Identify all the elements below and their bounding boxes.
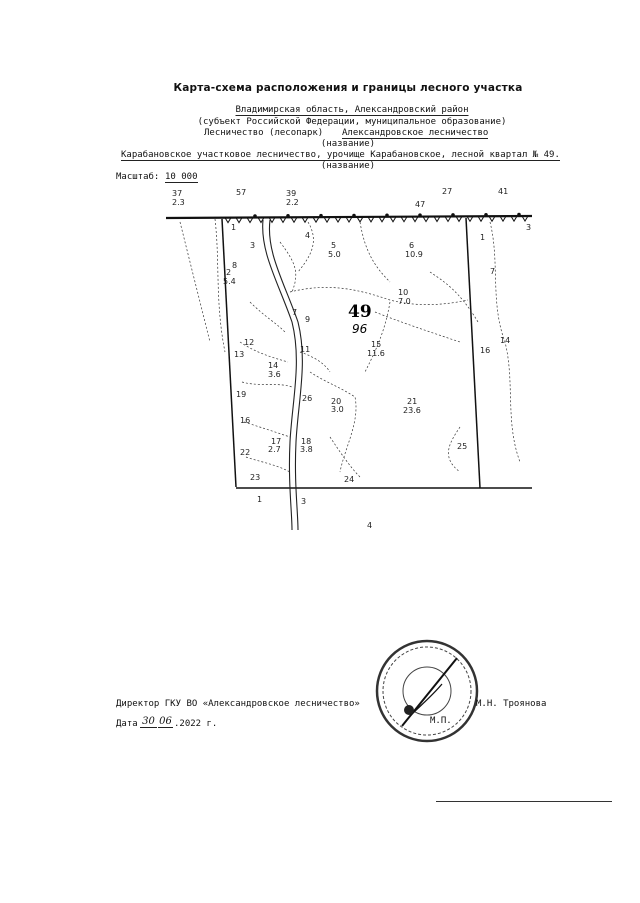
plot-number: 3 [526, 223, 532, 232]
district-line: Карабановское участковое лесничество, урочище Карабановское, лесной квартал № 49. [121, 150, 560, 160]
plot-number: 17 [271, 437, 282, 446]
plot-area: 5.4 [223, 277, 236, 286]
director-label: Директор ГКУ ВО «Александровское лесничество» [116, 699, 360, 709]
plot-number: 6 [409, 241, 415, 250]
quarter-north-boundary [166, 216, 532, 218]
quarter-east-boundary [466, 218, 480, 488]
plot-number: 37 [172, 189, 183, 198]
scale-label: Масштаб: [116, 172, 160, 182]
plot-number: 7 [490, 267, 496, 276]
subplot-boundaries [180, 219, 520, 477]
plot-area: 2.3 [172, 198, 185, 207]
forestry-name: Александровское лесничество [342, 128, 489, 138]
plot-number: 7 [292, 308, 298, 317]
plot-number: 2 [226, 268, 232, 277]
plot-number: 47 [415, 200, 426, 209]
document-title: Карта-схема расположения и границы лесного участка [173, 82, 523, 94]
plot-number: 5 [331, 241, 337, 250]
director-name: М.Н. Троянова [476, 699, 547, 709]
plot-number: 3 [250, 241, 256, 250]
plot-number: 3 [301, 497, 307, 506]
forestry-prefix: Лесничество (лесопарк) [204, 128, 324, 138]
plot-number: 16 [240, 416, 251, 425]
stamp-mark: М.П. [430, 716, 452, 726]
plot-number: 13 [234, 350, 245, 359]
plot-number: 39 [286, 189, 297, 198]
plot-number: 1 [257, 495, 263, 504]
plot-area: 3.0 [331, 405, 344, 414]
plot-number: 15 [371, 340, 382, 349]
plot-number: 4 [305, 231, 311, 240]
signature-line [436, 801, 612, 802]
plot-number: 19 [236, 390, 247, 399]
plot-number: 14 [268, 361, 279, 370]
plot-number: 9 [305, 315, 311, 324]
plot-number: 25 [457, 442, 468, 451]
plot-number: 20 [331, 397, 342, 406]
quarter-area: 96 [352, 322, 368, 336]
forest-plot-map [160, 182, 532, 530]
plot-number: 24 [344, 475, 355, 484]
plot-number: 18 [301, 437, 312, 446]
plot-number: 4 [367, 521, 373, 530]
plot-number: 27 [442, 187, 453, 196]
plot-number: 8 [232, 261, 238, 270]
plot-number: 26 [302, 394, 313, 403]
plot-area: 3.8 [300, 445, 313, 454]
plot-number: 1 [480, 233, 486, 242]
plot-number: 22 [240, 448, 251, 457]
plot-area: 3.6 [268, 370, 281, 379]
plot-area: 5.0 [328, 250, 341, 259]
plot-number: 57 [236, 188, 247, 197]
region-line: Владимирская область, Александровский район [235, 105, 469, 115]
plot-area: 11.6 [367, 349, 385, 358]
plot-number: 12 [244, 338, 255, 347]
plot-area: 2.7 [268, 445, 281, 454]
date-prefix: Дата [116, 719, 138, 729]
plot-number: 41 [498, 187, 509, 196]
quarter-number: 49 [348, 302, 372, 322]
plot-number: 23 [250, 473, 261, 482]
plot-labels [172, 187, 531, 530]
forestry-caption: (название) [320, 139, 376, 149]
plot-number: 1 [231, 223, 237, 232]
plot-area: 2.2 [286, 198, 299, 207]
date-year: .2022 г. [174, 719, 218, 729]
plot-number: 14 [500, 336, 511, 345]
plot-area: 10.9 [405, 250, 423, 259]
date-day: 30 [140, 716, 157, 728]
region-caption: (субъект Российской Федерации, муниципальное образование) [197, 117, 507, 127]
plot-area: 23.6 [403, 406, 421, 415]
district-caption: (название) [320, 161, 376, 171]
plot-area: 7.0 [398, 297, 411, 306]
date-month: 06 [159, 716, 172, 727]
plot-number: 16 [480, 346, 491, 355]
scale-value: 10 000 [165, 172, 198, 182]
plot-number: 10 [398, 288, 409, 297]
official-stamp [372, 636, 482, 746]
plot-number: 21 [407, 397, 418, 406]
plot-number: 11 [300, 345, 311, 354]
